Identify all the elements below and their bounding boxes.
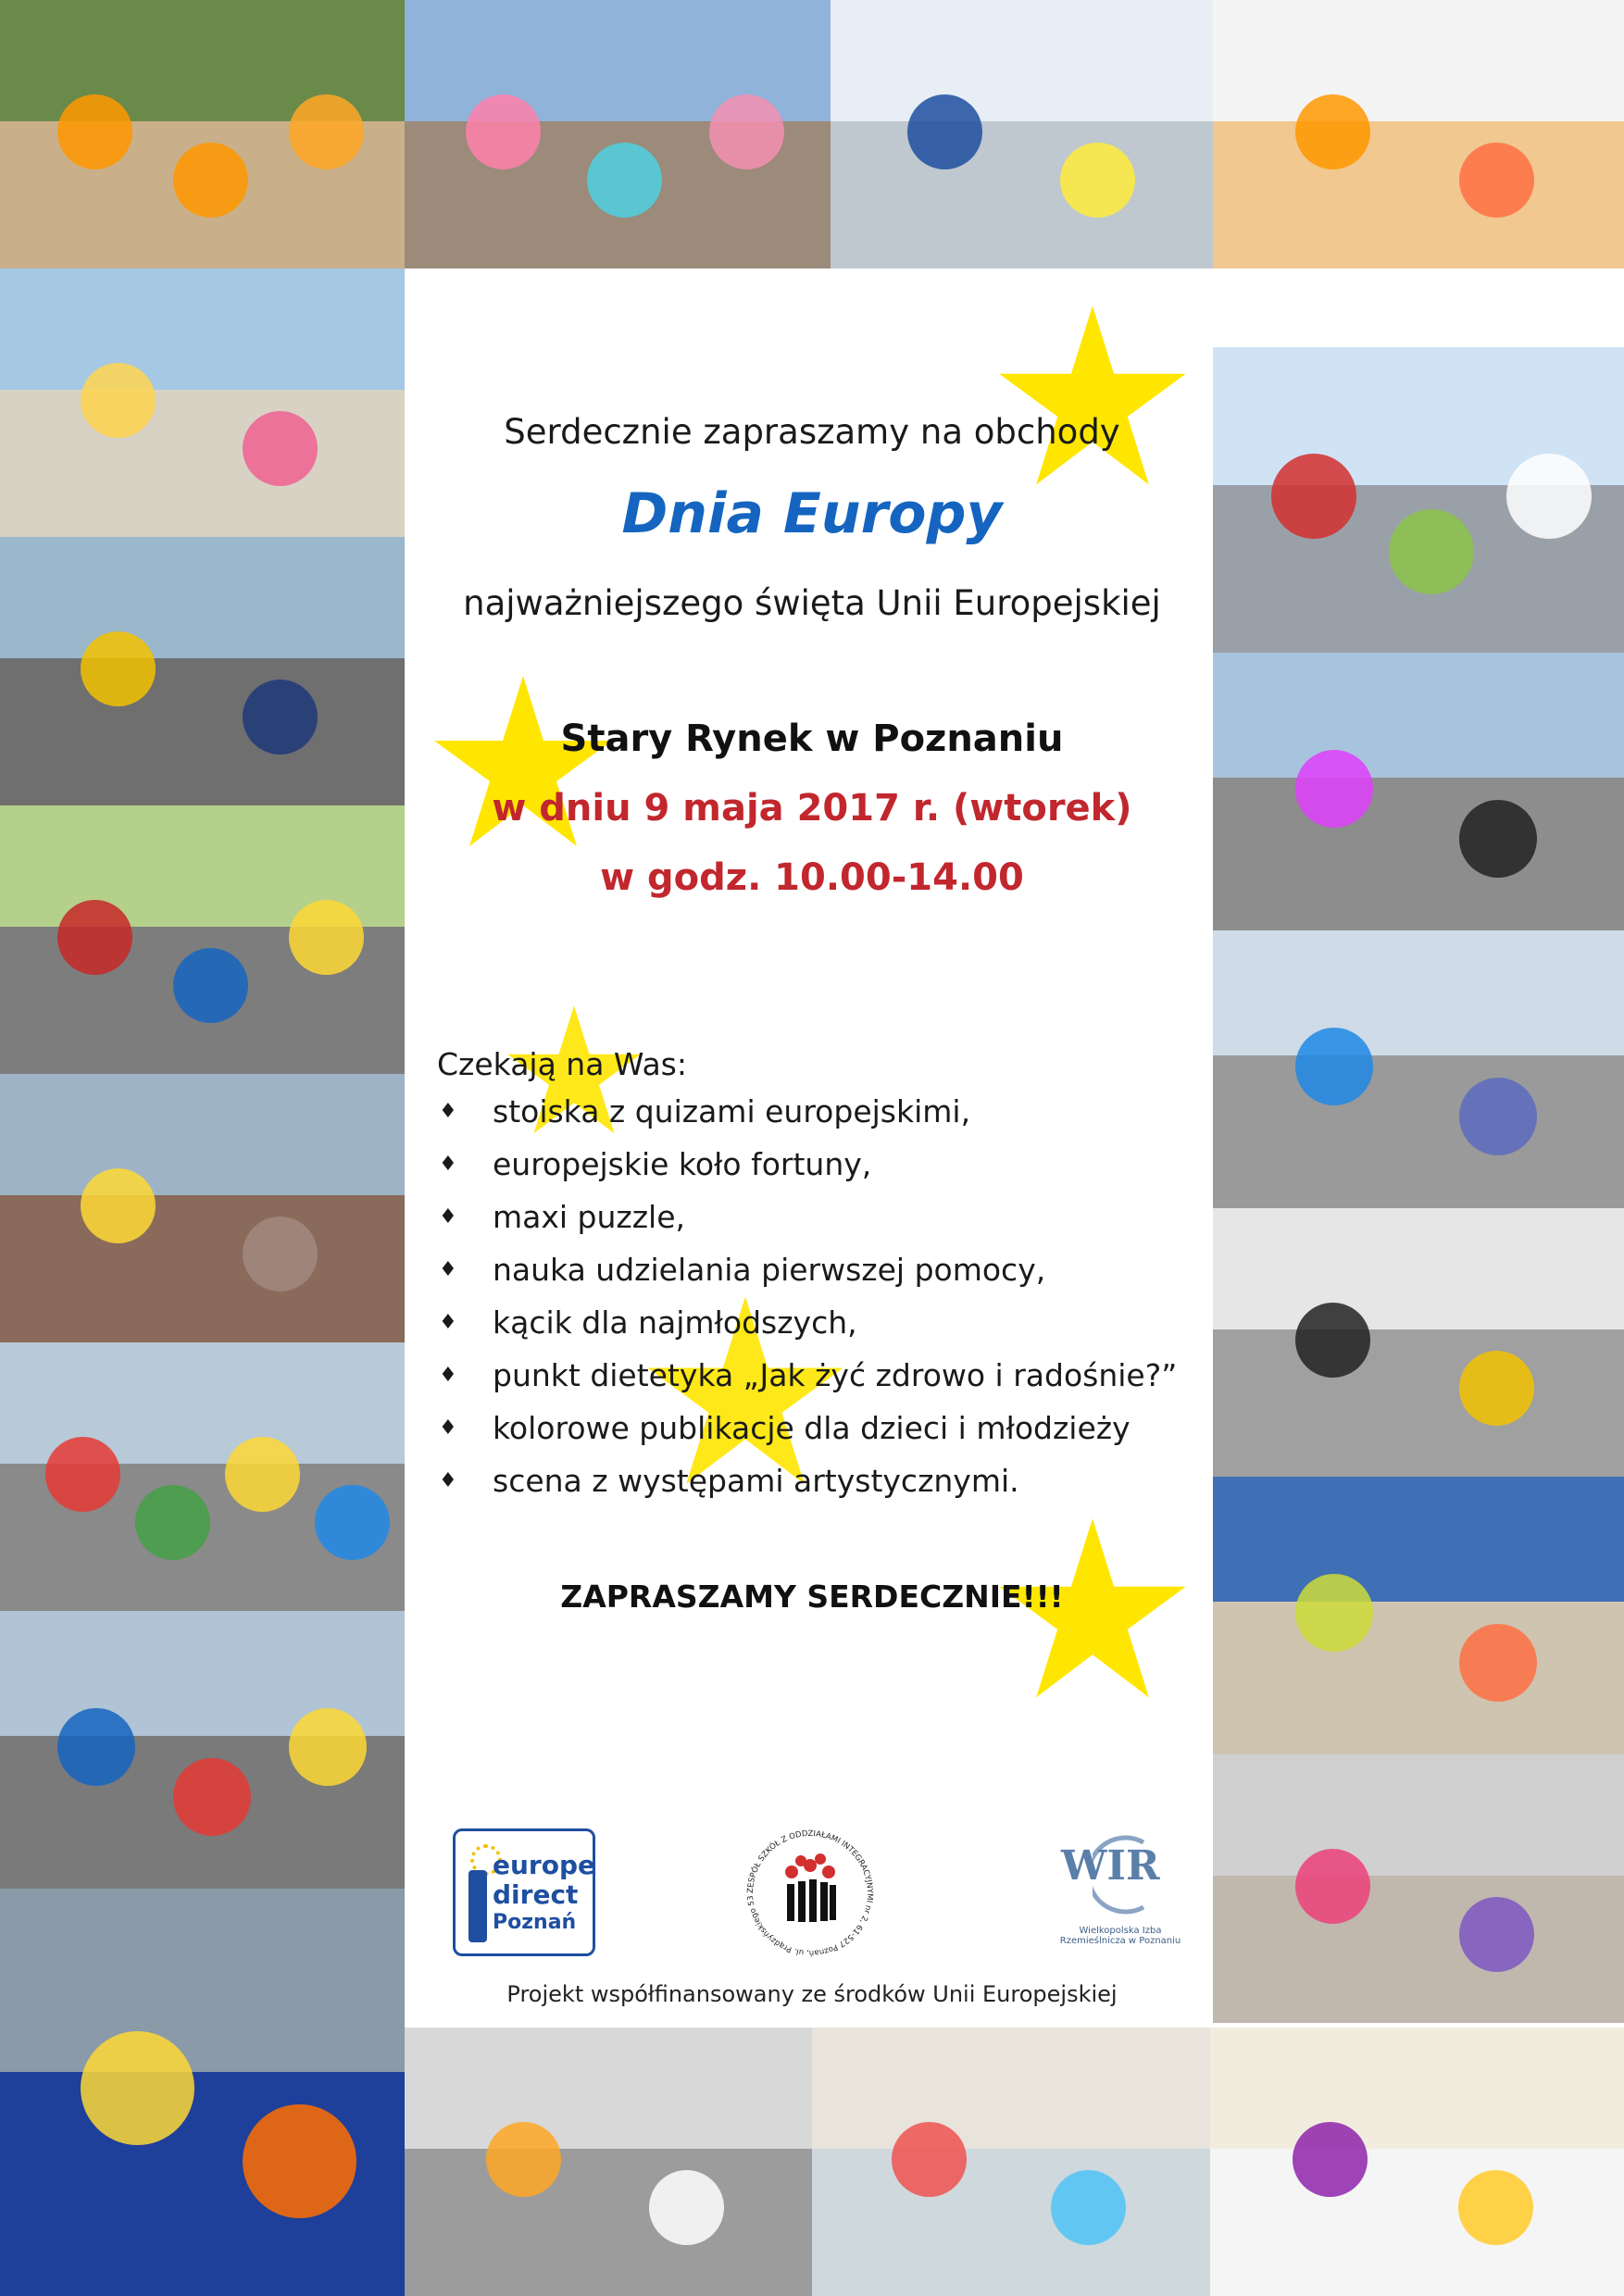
bullet-icon: ♦ xyxy=(439,1205,457,1229)
event-photo xyxy=(405,2028,812,2296)
event-photo xyxy=(812,2028,1210,2296)
list-item: ♦ kącik dla najmłodszych, xyxy=(439,1304,857,1341)
bullet-icon: ♦ xyxy=(439,1100,457,1123)
school-logo-text: ZESPÓŁ SZKÓŁ Z ODDZIAŁAMI INTEGRACYJNYMI nr 2, 61-527 Poznań, ul. Prądzyńskiego 53 xyxy=(745,1828,875,1958)
bullet-icon: ♦ xyxy=(439,1416,457,1440)
children-silhouette-icon xyxy=(785,1853,836,1922)
event-photo xyxy=(1213,1477,1624,1754)
school-logo xyxy=(741,1824,880,1963)
bullet-icon: ♦ xyxy=(439,1364,457,1387)
info-i-icon xyxy=(468,1870,487,1942)
list-item: ♦ scena z występami artystycznymi. xyxy=(439,1463,1019,1499)
list-item: ♦ europejskie koło fortuny, xyxy=(439,1146,872,1182)
attractions-list xyxy=(437,1092,1177,1515)
event-photo xyxy=(1213,0,1624,268)
event-photo xyxy=(0,0,405,268)
event-photo xyxy=(0,1342,405,1611)
event-photo xyxy=(0,537,405,805)
list-item: ♦ punkt dietetyka „Jak żyć zdrowo i radośnie?” xyxy=(439,1357,1178,1393)
wir-logo: WIR Wielkopolska Izba Rzemieślnicza w Poznaniu xyxy=(1046,1824,1194,1963)
attractions-heading: Czekają na Was: xyxy=(437,1046,687,1082)
event-hours: w godz. 10.00-14.00 xyxy=(600,856,1024,899)
invite-text: ZAPRASZAMY SERDECZNIE!!! xyxy=(560,1578,1064,1615)
event-photo xyxy=(0,1074,405,1342)
event-photo xyxy=(1213,1208,1624,1477)
event-photo xyxy=(0,805,405,1074)
event-subtitle: najważniejszego święta Unii Europejskiej xyxy=(463,583,1161,623)
europe-direct-logo: europe direct Poznań xyxy=(453,1828,595,1956)
list-item: ♦ kolorowe publikacje dla dzieci i młodzieży xyxy=(439,1410,1131,1446)
event-date: w dniu 9 maja 2017 r. (wtorek) xyxy=(492,787,1132,830)
event-photo xyxy=(405,0,831,268)
bullet-icon: ♦ xyxy=(439,1153,457,1176)
list-item: ♦ nauka udzielania pierwszej pomocy, xyxy=(439,1252,1046,1288)
event-photo xyxy=(0,1611,405,1889)
bullet-icon: ♦ xyxy=(439,1469,457,1492)
bullet-icon: ♦ xyxy=(439,1258,457,1281)
event-title: Dnia Europy xyxy=(621,481,1003,546)
event-photo xyxy=(1210,2028,1624,2296)
event-photo xyxy=(0,1889,405,2296)
intro-text: Serdecznie zapraszamy na obchody xyxy=(504,412,1120,452)
list-item: ♦ maxi puzzle, xyxy=(439,1199,686,1235)
list-item: ♦ stoiska z quizami europejskimi, xyxy=(439,1093,971,1129)
bullet-icon: ♦ xyxy=(439,1311,457,1334)
footer-text: Projekt współfinansowany ze środków Unii Europejskiej xyxy=(506,1981,1118,2007)
event-photo xyxy=(1213,930,1624,1208)
event-photo xyxy=(831,0,1213,268)
event-place: Stary Rynek w Poznaniu xyxy=(560,718,1064,760)
star-icon xyxy=(995,306,1190,491)
